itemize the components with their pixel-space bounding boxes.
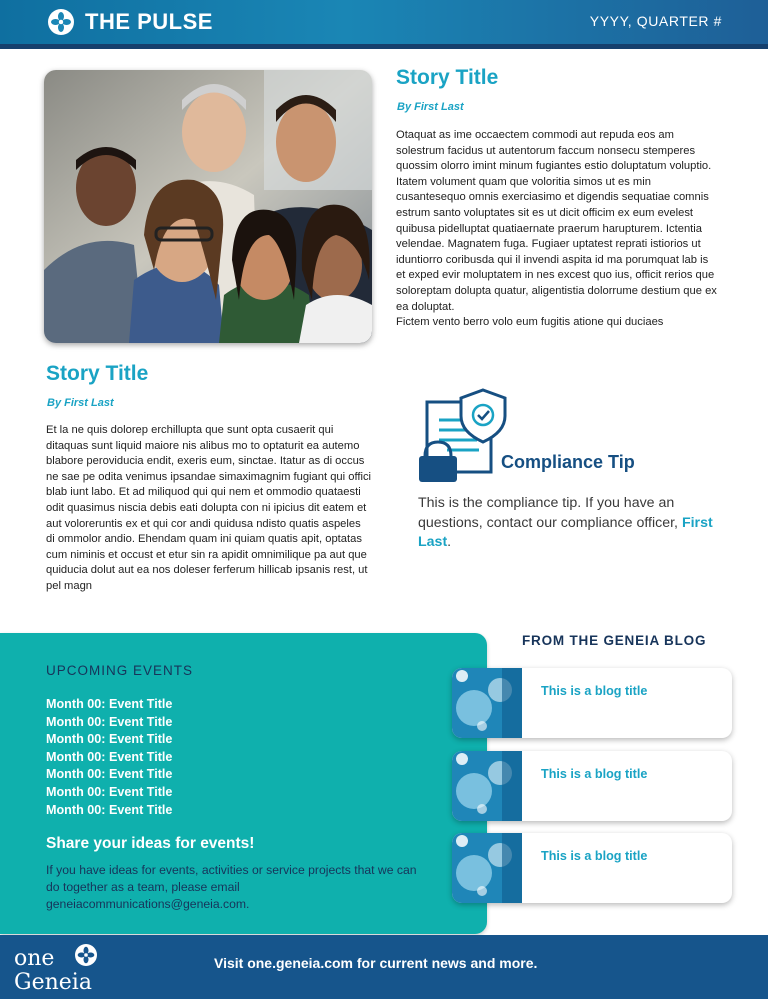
- svg-text:Geneia: Geneia: [14, 970, 92, 993]
- blog-title[interactable]: This is a blog title: [541, 767, 648, 781]
- newsletter-title: THE PULSE: [85, 9, 213, 34]
- event-item: Month 00: Event Title: [46, 732, 173, 747]
- compliance-officer-link[interactable]: First Last: [418, 514, 713, 551]
- blog-thumbnail: [452, 833, 522, 903]
- story-title: Story Title: [396, 66, 499, 89]
- event-item: Month 00: Event Title: [46, 784, 173, 799]
- story-body: Otaquat as ime occaectem commodi aut repuda eos am solestrum facidus ut autentorum faccum nonsecu stemperes quossim olorro imint minum fugiantes estio doluptatum voluptio. Itatem volument quam que voloritia simos ut es min cusantesequo omnis exerciasimo et digendis sequatiae comnis estrum santo voluptates sit es ut dicit officim ex eum evelest quibusa pidelluptat quatiaernate praerum harupturem. Ictentia velendae. Magnatem fuga. Fugiaer uptatest reprati istiorios ut iduntiorro coribusda qui il invendi aspita id ma porumquat lab is et exped evir moluptatem in nes excest quo ius, officit rerios que soloreptam dolupta quatur, aligentistia dolorrume destium que ex ea doluptat. Fictem vento berro volo eum fugitis atione qui duciaes: [396, 129, 717, 329]
- brand: [47, 8, 213, 36]
- event-item: Month 00: Event Title: [46, 697, 173, 711]
- document-shield-lock-icon: [417, 388, 509, 484]
- event-item: Month 00: Event Title: [46, 714, 173, 729]
- team-photo: [44, 70, 372, 343]
- issue-date: YYYY, QUARTER #: [589, 13, 722, 29]
- blog-title[interactable]: This is a blog title: [541, 849, 648, 863]
- compliance-text: [418, 494, 738, 553]
- blog-card[interactable]: [452, 751, 732, 821]
- story-byline: By First Last: [397, 101, 464, 113]
- events-list: [46, 696, 172, 819]
- blog-heading: FROM THE GENEIA BLOG: [522, 633, 707, 648]
- flower-logo-icon: [47, 8, 75, 36]
- events-heading: UPCOMING EVENTS: [46, 663, 194, 678]
- event-item: Month 00: Event Title: [46, 749, 173, 764]
- compliance-body: This is the compliance tip. If you have an questions, contact our compliance officer,: [418, 495, 678, 531]
- share-ideas-text: If you have ideas for events, activities or service projects that we can do together as a team, please email geneiacommunications@geneia.com.: [46, 863, 417, 911]
- compliance-end: .: [447, 534, 452, 551]
- footer-cta[interactable]: Visit one.geneia.com for current news and more.: [214, 955, 538, 971]
- svg-text:one: one: [14, 946, 55, 971]
- blog-title[interactable]: This is a blog title: [541, 684, 648, 698]
- compliance-title: Compliance Tip: [501, 452, 635, 472]
- story-byline: By First Last: [47, 397, 114, 409]
- blog-card[interactable]: [452, 833, 732, 903]
- story-title: Story Title: [46, 362, 149, 385]
- header-stripe: [0, 44, 768, 49]
- event-item: Month 00: Event Title: [46, 802, 173, 817]
- story-body: Et la ne quis dolorep erchillupta que sunt opta cusaerit qui ditaquas sunt liquid maiore nis alibus mo to optaturit ea autemo blabore peroviducia endit, exeris eum, sinctae. Itatur as di occus ne sae pe odita venimus ipsandae simaximagnim fugiant qui offici blab iunt labo. Et ad miliquod qui qui nem et ommodio quataesti odit quasimus niscia debis eati dolupta con ni ipicius dit eatem et aut voloreruntis ex et qui cor andi quidusa ndisto quatis aspeles di ommolor andio. Ehendam quam ini quiam quatis apit, optatas cum niminis et occust et etur sin ra apidit omnimilique pa aut que quiducia dolut aut ea nos doleser ferferum hillicab ipsanis rest, ut pel magn: [46, 424, 372, 592]
- share-ideas-title: Share your ideas for events!: [46, 835, 255, 852]
- event-item: Month 00: Event Title: [46, 767, 173, 782]
- blog-card[interactable]: [452, 668, 732, 738]
- blog-thumbnail: [452, 751, 522, 821]
- one-geneia-logo-icon: [14, 941, 114, 993]
- blog-thumbnail: [452, 668, 522, 738]
